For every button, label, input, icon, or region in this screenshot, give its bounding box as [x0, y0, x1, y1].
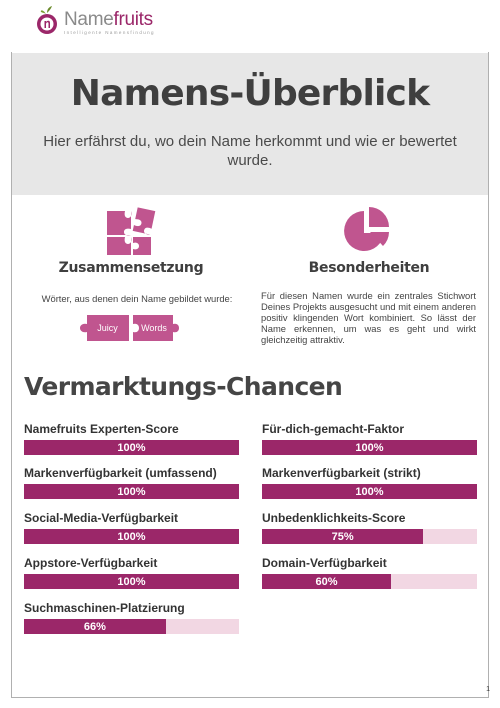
metric-label: Markenverfügbarkeit (umfassend): [24, 466, 217, 480]
metric-label: Domain-Verfügbarkeit: [262, 556, 387, 570]
metric-fuer-dich-faktor: [262, 422, 477, 455]
metric-label: Namefruits Experten-Score: [24, 422, 179, 436]
metric-label: Appstore-Verfügbarkeit: [24, 556, 158, 570]
page-number: 1: [486, 686, 490, 693]
hero-banner: [12, 53, 488, 195]
progress-value: 100%: [117, 575, 146, 588]
puzzle-icon: [105, 207, 157, 264]
metric-marken-umfassend: [24, 466, 239, 499]
metric-social-media: [24, 511, 239, 544]
progress-value: 100%: [355, 485, 384, 498]
progress-value: 100%: [355, 441, 384, 454]
page-title: Namens-Überblick: [70, 73, 430, 114]
progress-value: 100%: [117, 485, 146, 498]
page-subtitle: Hier erfährst du, wo dein Name herkommt und wie er bewertet wurde.: [43, 133, 457, 169]
specials-text: Für diesen Namen wurde ein zentrales Stichwort Deines Projekts ausgesucht und mit einem anderen positiv klingenden Wort kombiniert. So lässt der Name erkennen, um was es geht und wirkt gleichzeitig attraktiv.: [261, 290, 476, 345]
brand-tagline: Intelligente Namensfindung: [64, 30, 155, 35]
metric-experten-score: [24, 422, 239, 455]
progress-bar: [24, 529, 239, 544]
apple-logo-icon: [35, 5, 59, 35]
metric-marken-strikt: [262, 466, 477, 499]
progress-value: 75%: [331, 530, 354, 543]
progress-bar: [24, 574, 239, 589]
metric-appstore: [24, 556, 239, 589]
progress-value: 100%: [117, 441, 146, 454]
progress-bar: [24, 619, 239, 634]
pie-chart-icon: [341, 205, 393, 262]
header: [0, 0, 500, 52]
metric-suchmaschinen: [24, 601, 239, 634]
word-piece-label: Juicy: [97, 323, 118, 333]
progress-value: 60%: [315, 575, 338, 588]
composition-text: Wörter, aus denen dein Name gebildet wurde:: [41, 293, 233, 304]
progress-bar: [24, 484, 239, 499]
progress-bar: [262, 574, 477, 589]
progress-bar: [262, 484, 477, 499]
word-piece-label: Words: [141, 323, 167, 333]
progress-value: 100%: [117, 530, 146, 543]
metric-label: Social-Media-Verfügbarkeit: [24, 511, 179, 525]
brand-name: Namefruits: [64, 9, 153, 30]
marketing-title: Vermarktungs-Chancen: [24, 372, 343, 401]
metric-unbedenklichkeit: [262, 511, 477, 544]
metric-label: Suchmaschinen-Platzierung: [24, 601, 185, 615]
composition-title: Zusammensetzung: [58, 260, 204, 276]
metric-label: Unbedenklichkeits-Score: [262, 511, 406, 525]
brand-logo[interactable]: [35, 5, 155, 35]
word-piece-2: [129, 315, 179, 341]
specials-title: Besonderheiten: [308, 260, 430, 276]
word-piece-1: [79, 315, 129, 341]
progress-value: 66%: [83, 620, 106, 633]
metric-domain: [262, 556, 477, 589]
progress-bar: [262, 440, 477, 455]
progress-bar: [24, 440, 239, 455]
progress-bar: [262, 529, 477, 544]
metric-label: Für-dich-gemacht-Faktor: [262, 422, 405, 436]
metric-label: Markenverfügbarkeit (strikt): [262, 466, 421, 480]
